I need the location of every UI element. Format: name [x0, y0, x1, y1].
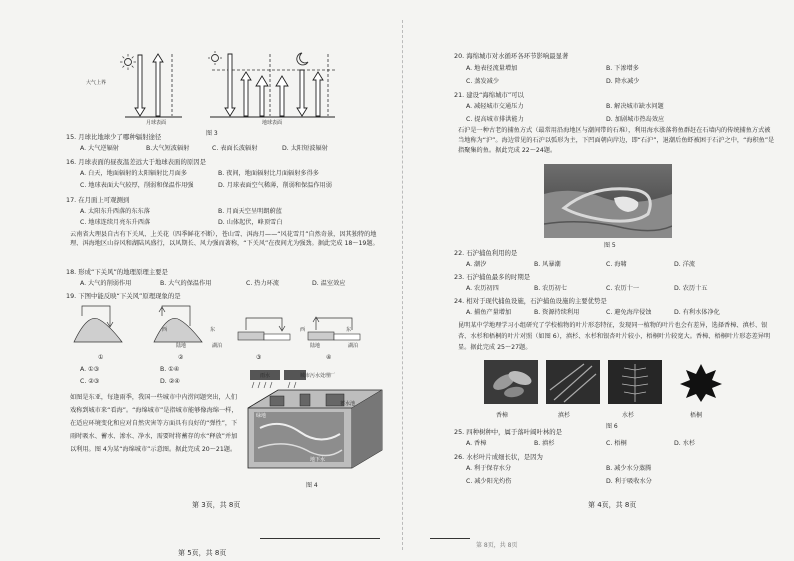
passage-sponge-city: 如图是东亚，每逢雨季，我国一些城市中内涝问题突出，人们戏称到城市来“看海”。“海绵城市”是指城市能够像海绵一样，在适应环境变化和应对自然灾害等方面具有良好的“弹性”，下雨时吸水、蓄水、渗水、净水，需要时将蓄存的水“释放”并加以利用。图 4为某“海绵城市”示意图。据此完成 20～21题。: [70, 394, 238, 453]
q20-option-a[interactable]: A. 地表径流量增加: [466, 65, 518, 72]
q21-option-a[interactable]: A. 减轻城市交通压力: [466, 103, 524, 110]
q25-stem: 25. 四种树种中，属于落叶阔叶林的是: [454, 428, 563, 436]
q19-label-4: ④: [326, 354, 332, 361]
q26-option-d[interactable]: D. 利于吸收水分: [606, 478, 652, 485]
q24-option-a[interactable]: A. 捕鱼产量增加: [466, 309, 512, 316]
q24-option-c[interactable]: C. 避免海岸侵蚀: [606, 309, 652, 316]
q18-option-d[interactable]: D. 温室效应: [312, 280, 346, 287]
d4-east: 东: [346, 327, 352, 333]
q23-option-b[interactable]: B. 农历初七: [534, 285, 567, 292]
d3-west: 西: [162, 327, 168, 333]
q24-option-b[interactable]: B. 资源持续利用: [534, 309, 580, 316]
q24-option-d[interactable]: D. 有利水体净化: [674, 309, 720, 316]
figure-6-leaf-photos: [484, 360, 774, 406]
fig6-caption: 图 6: [606, 423, 618, 430]
q17-option-a[interactable]: A. 太阳东升西落的东东落: [80, 208, 150, 215]
moon-icon: [297, 53, 308, 65]
fig4-label-rain: 雨水: [260, 373, 271, 379]
q16-option-a[interactable]: A. 白天，地面辐射的太阳辐射比月面多: [80, 170, 188, 177]
fig6-label-shuishan: 水杉: [622, 412, 635, 419]
q17-option-d[interactable]: D. 山体起伏，峰顶雪白: [218, 219, 283, 226]
left-bottom-rule: [260, 538, 380, 539]
fig6-label-dianshan: 滇杉: [558, 412, 571, 419]
fig4-label-plant: 城市污水处理厂: [300, 373, 336, 379]
d4-land: 陆地: [310, 343, 321, 349]
q22-option-c[interactable]: C. 海啸: [606, 261, 627, 268]
q19-diagrams: [70, 302, 390, 352]
q25-option-b[interactable]: B. 滇杉: [534, 440, 555, 447]
q18-stem: 18. 形成“下关风”的地理原理主要是: [66, 268, 168, 276]
fig6-label-wutong: 梧桐: [690, 412, 703, 419]
q15-option-d[interactable]: D. 太阳短波辐射: [282, 145, 328, 152]
q23-stem: 23. 石沪捕鱼最多的时期是: [454, 273, 531, 281]
passage-stone-weir: 石沪是一种古老的捕鱼方式（最常用沿海地区与潮间带的石堆），利用海水涨落将鱼群赶在石墙内的传统捕鱼方式被当地称为“沪”。海边常见的石沪以弧形为主，下凹面朝向岸边，即“石沪”，退潮后鱼虾被困于石沪之中，“海积鱼”是指聚集的鱼。据此完成 22～24题。: [458, 127, 775, 154]
passage-leaf-shapes: 昆明某中学地理学习小组研究了学校植物的叶片形态特征，发现同一植物的叶片也会有差异，选择香樟、滇杉、银杏、水杉和梧桐的叶片对照（如图 6），滇杉、水杉和银杏叶片较小，梧桐叶片较宽大。香樟、梧桐叶片形态差异明显。据此完成 25～27题。: [458, 322, 771, 351]
q23-option-d[interactable]: D. 农历十五: [674, 285, 708, 292]
figure-3-radiation-diagram: [110, 50, 340, 130]
fig6-label-xiangzhang: 香樟: [496, 412, 509, 419]
q22-option-b[interactable]: B. 风暴潮: [534, 261, 561, 268]
q21-option-d[interactable]: D. 加剧城市热岛效应: [606, 116, 665, 123]
q25-option-c[interactable]: C. 梧桐: [606, 440, 627, 447]
fig4-label-pool: 蓄水池: [340, 401, 356, 407]
right-bottom-rule: [430, 538, 470, 539]
right-page: [410, 0, 794, 561]
q21-option-c[interactable]: C. 提高城市排洪能力: [466, 116, 524, 123]
fig4-label-green: 绿地: [256, 413, 267, 419]
passage-xiaguan-wind: 云南省大理县自古有下关风、上关花（四季鲜花不断），苍山雪、洱海月——“风花雪月”自然奇景，因其独特的地理、洱海地区山谷风和湖陆风盛行，以风期长、风力强而著称，“下关风”在夜间尤为强劲。据此完成 18～19题。: [70, 231, 379, 247]
q25-option-a[interactable]: A. 香樟: [466, 440, 487, 447]
q16-stem: 16. 月球表面的昼夜温差远大于地球表面的原因是: [66, 158, 207, 166]
q16-option-c[interactable]: C. 地球表面大气较厚，削弱和保温作用强: [80, 182, 194, 189]
q15-option-a[interactable]: A. 大气逆辐射: [80, 145, 119, 152]
d3-land: 陆地: [176, 343, 187, 349]
q19-option-d[interactable]: D. ②④: [160, 378, 180, 385]
d4-west: 西: [300, 327, 306, 333]
figure-5-stone-weir-photo: [544, 164, 672, 238]
q17-option-b[interactable]: B. 月面天空呈明朗蔚蓝: [218, 208, 282, 215]
q22-option-a[interactable]: A. 潮汐: [466, 261, 487, 268]
q23-option-a[interactable]: A. 农历初四: [466, 285, 499, 292]
fig5-caption: 图 5: [604, 242, 616, 249]
q19-option-c[interactable]: C. ②③: [80, 378, 100, 385]
q26-option-a[interactable]: A. 利于保存水分: [466, 465, 512, 472]
q20-option-b[interactable]: B. 下渗增多: [606, 65, 639, 72]
q17-option-c[interactable]: C. 地球连续月亮东升西落: [80, 219, 151, 226]
q21-stem: 21. 建设“海绵城市”可以: [454, 91, 524, 99]
q19-option-a[interactable]: A. ①③: [80, 366, 100, 373]
fig4-label-groundwater: 地下水: [310, 457, 326, 463]
q19-option-b[interactable]: B. ①④: [160, 366, 180, 373]
q22-stem: 22. 石沪捕鱼利用的是: [454, 249, 518, 257]
fig3-caption: 图 3: [206, 130, 218, 137]
d3-lake: 湖泊: [212, 343, 223, 349]
fig3-sub-left: 月球表面: [146, 120, 167, 126]
left-page-footer: 第 3页，共 8页: [192, 501, 241, 509]
q20-option-d[interactable]: D. 降水减少: [606, 78, 640, 85]
q26-option-b[interactable]: B. 减少水分蒸腾: [606, 465, 652, 472]
q20-option-c[interactable]: C. 蒸发减少: [466, 78, 500, 85]
fig3-atmos-label: 大气上界: [86, 80, 107, 86]
right-bottom-footer: 第 8页，共 8页: [476, 542, 518, 549]
q25-option-d[interactable]: D. 水杉: [674, 440, 696, 447]
d4-lake: 湖泊: [348, 343, 359, 349]
d3-east: 东: [210, 327, 216, 333]
q19-label-1: ①: [98, 354, 104, 361]
right-page-footer: 第 4页，共 8页: [588, 501, 637, 509]
fig4-caption: 图 4: [306, 482, 318, 489]
sun-icon: [120, 54, 136, 70]
sun-icon-2: [208, 51, 222, 65]
q16-option-d[interactable]: D. 月球表面空气稀薄，削弱和保温作用弱: [218, 182, 332, 189]
q21-option-b[interactable]: B. 解决城市缺水问题: [606, 103, 664, 110]
q19-stem: 19. 下图中能反映“下关风”原理现象的是: [66, 292, 181, 300]
q15-option-c[interactable]: C. 表面长波辐射: [212, 145, 258, 152]
q18-option-c[interactable]: C. 热力环流: [246, 280, 280, 287]
q19-label-2: ②: [178, 354, 184, 361]
q17-stem: 17. 在月面上可观测到: [66, 196, 130, 204]
q16-option-b[interactable]: B. 夜间，地面辐射比月面辐射多得多: [218, 170, 319, 177]
q26-option-c[interactable]: C. 减少阳光灼伤: [466, 478, 512, 485]
q15-stem: 15. 月球比地球少了哪种辐射途径: [66, 133, 162, 141]
q23-option-c[interactable]: C. 农历十一: [606, 285, 640, 292]
q24-stem: 24. 相对于现代捕鱼设施，石沪捕鱼设施的主要优势是: [454, 297, 607, 305]
q19-label-3: ③: [256, 354, 262, 361]
fig3-sub-right: 地球表面: [262, 120, 283, 126]
left-bottom-footer: 第 5页，共 8页: [178, 549, 227, 557]
q18-option-b[interactable]: B. 大气的保温作用: [160, 280, 212, 287]
page-divider: [402, 20, 403, 550]
q22-option-d[interactable]: D. 洋流: [674, 261, 696, 268]
q18-option-a[interactable]: A. 大气的削弱作用: [80, 280, 132, 287]
q15-option-b[interactable]: B.大气短波辐射: [146, 145, 190, 152]
q20-stem: 20. 海绵城市对水循环各环节影响最显著: [454, 52, 569, 60]
q26-stem: 26. 水杉叶片成细长状，是因为: [454, 453, 543, 461]
